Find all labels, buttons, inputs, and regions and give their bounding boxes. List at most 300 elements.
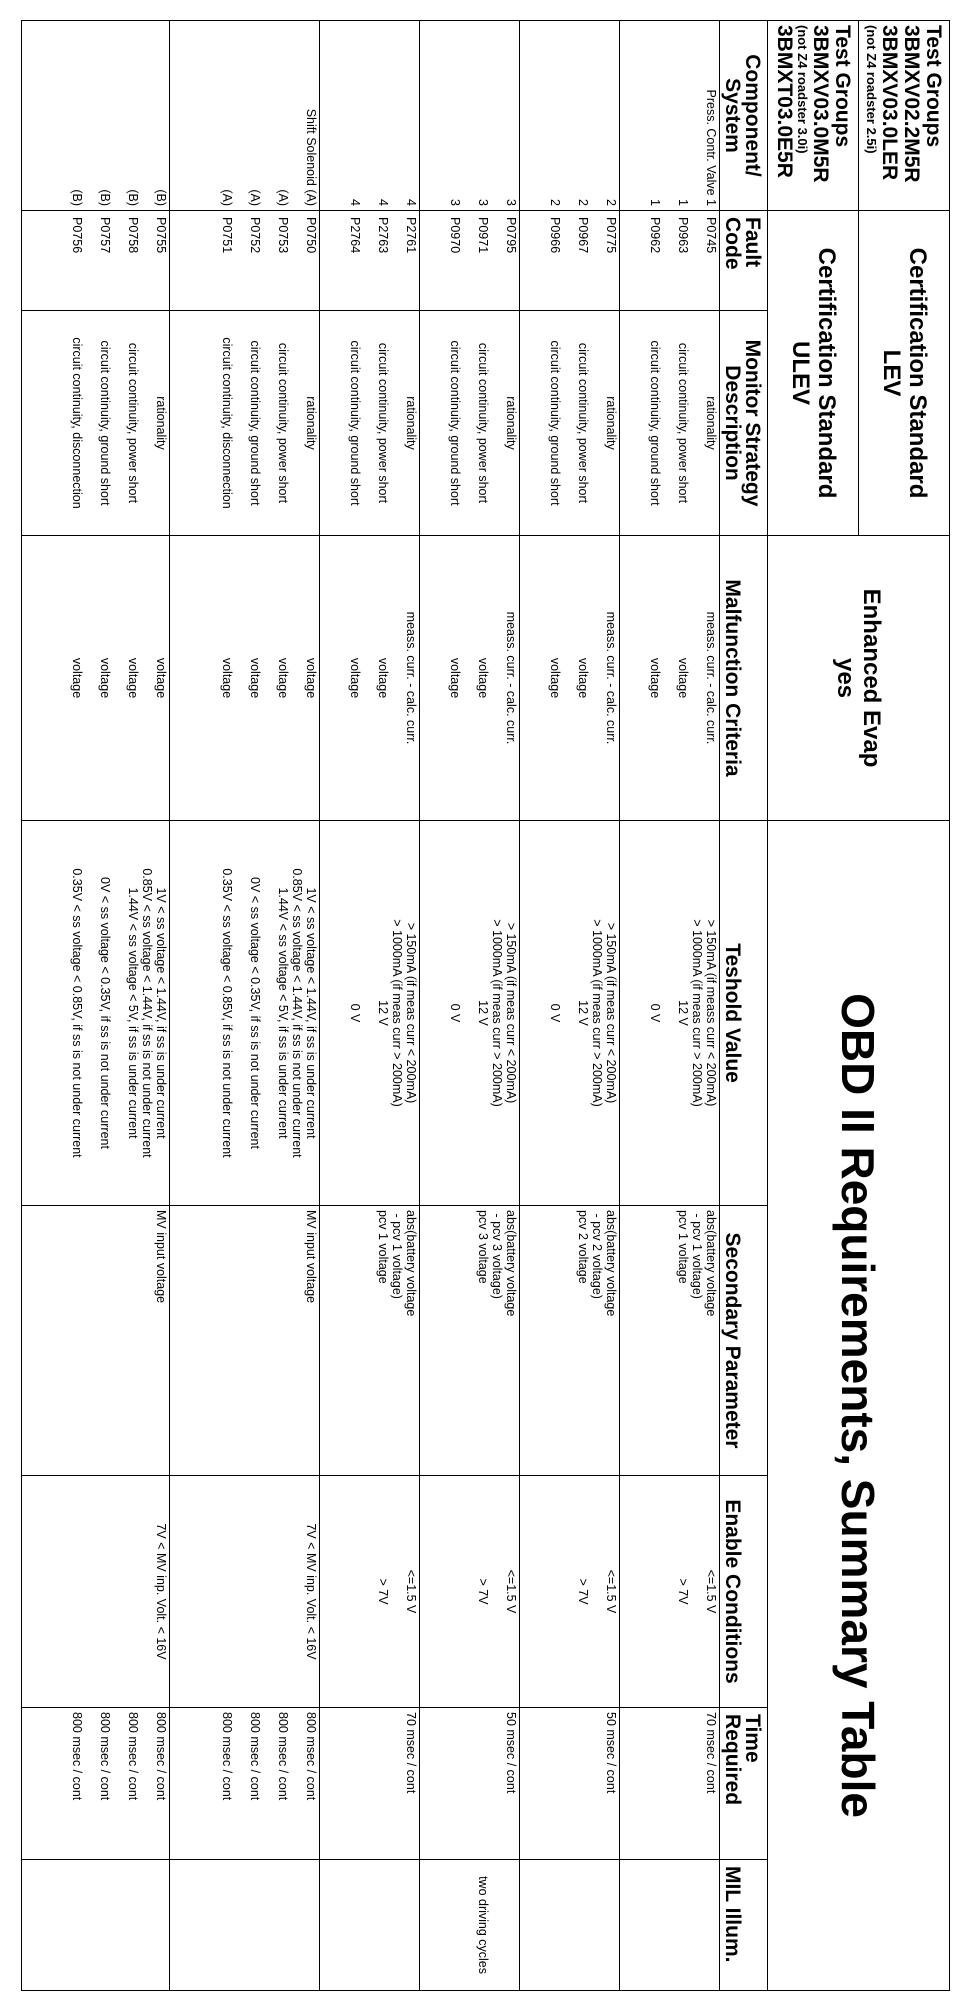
criteria-entry	[290, 540, 318, 816]
fault-code-entry	[534, 217, 562, 306]
threshold-entry	[490, 825, 518, 1201]
component-entry	[590, 25, 618, 206]
malfunction-criteria-cell	[320, 536, 420, 821]
description-entry	[262, 315, 290, 531]
time-entry	[290, 1712, 318, 1855]
time-required: 800 msec / cont	[304, 1712, 318, 1801]
secondary-parameter-cell	[420, 1206, 520, 1476]
component-label: 1	[676, 199, 690, 206]
monitor-description: circuit continuity, ground short	[448, 340, 462, 506]
fault-code-entry	[290, 217, 318, 306]
monitor-description-cell	[620, 311, 720, 536]
criteria-entry	[562, 540, 590, 816]
cert-label-2: Certification Standard	[813, 247, 840, 499]
time-required-cell	[22, 1708, 170, 1860]
evap-label: Enhanced Evap	[858, 588, 886, 768]
monitor-description: circuit continuity, disconnection	[220, 337, 234, 509]
threshold-value-cell	[170, 821, 320, 1206]
test-groups-1	[859, 21, 950, 211]
time-entry	[662, 1712, 690, 1855]
fault-code: P0962	[648, 217, 662, 254]
fault-code: P0753	[276, 217, 290, 254]
time-required: 70 msec / cont	[704, 1712, 718, 1794]
threshold-value: > 1000mA (if meas curr > 200mA)	[690, 919, 704, 1107]
enable-condition: 7V < MV inp. Volt. < 16V	[304, 1523, 318, 1660]
description-entry	[290, 315, 318, 531]
time-required: 50 msec / cont	[604, 1712, 618, 1794]
description-entry	[140, 315, 168, 531]
threshold-entry	[634, 825, 662, 1201]
fault-code-entry	[690, 217, 718, 306]
summary-table-frame	[24, 20, 950, 1990]
component-label: 3	[448, 199, 462, 206]
malfunction-criteria-cell	[420, 536, 520, 821]
secondary-parameter-cell	[170, 1206, 320, 1476]
time-entry	[362, 1712, 390, 1855]
fault-code: P0756	[70, 217, 84, 254]
time-entry	[206, 1712, 234, 1855]
fault-code-cell	[320, 211, 420, 311]
threshold-value-cell	[22, 821, 170, 1206]
secondary-parameter: pcv 3 voltage	[476, 1210, 490, 1284]
component-entry	[112, 25, 140, 206]
time-entry	[534, 1712, 562, 1855]
malfunction-criteria-cell	[170, 536, 320, 821]
monitor-description: circuit continuity, ground short	[98, 340, 112, 506]
time-entry	[634, 1712, 662, 1855]
fault-code-cell	[420, 211, 520, 311]
secondary-parameter: abs(battery voltage	[404, 1210, 418, 1317]
component-label: (B)	[98, 189, 112, 206]
secondary-parameter: - pcv 1 voltage)	[390, 1210, 404, 1299]
time-required-cell	[620, 1708, 720, 1860]
time-entry	[590, 1712, 618, 1855]
malfunction-criteria: voltage	[448, 657, 462, 699]
criteria-entry	[56, 540, 84, 816]
malfunction-criteria-cell	[520, 536, 620, 821]
component-entry	[662, 25, 690, 206]
enable-conditions-cell	[22, 1476, 170, 1708]
malfunction-criteria: voltage	[376, 657, 390, 699]
time-entry	[690, 1712, 718, 1855]
monitor-description-cell	[22, 311, 170, 536]
secondary-entry	[234, 1210, 262, 1471]
threshold-value: 0V < ss voltage < 0.35V, if ss is not under current	[98, 877, 112, 1149]
mil-illum-cell	[170, 1860, 320, 1991]
component-entry	[290, 25, 318, 206]
threshold-entry	[56, 825, 84, 1201]
monitor-description: circuit continuity, power short	[126, 342, 140, 504]
fault-code: P0775	[604, 217, 618, 254]
secondary-entry	[56, 1210, 84, 1471]
threshold-entry	[534, 825, 562, 1201]
malfunction-criteria: voltage	[548, 657, 562, 699]
threshold-value: 0.35V < ss voltage < 0.85V, if ss is not under current	[220, 868, 234, 1158]
fault-code-entry	[234, 217, 262, 306]
time-required: 70 msec / cont	[404, 1712, 418, 1794]
threshold-value: 0 V	[448, 1003, 462, 1023]
secondary-parameter-cell	[520, 1206, 620, 1476]
table-row	[520, 21, 620, 1991]
monitor-description: circuit continuity, ground short	[548, 340, 562, 506]
criteria-entry	[362, 540, 390, 816]
secondary-parameter: pcv 1 voltage	[376, 1210, 390, 1284]
fault-code: P0751	[220, 217, 234, 254]
fault-code-cell	[22, 211, 170, 311]
component-entry	[434, 25, 462, 206]
threshold-value: > 1000mA (if meas curr > 200mA)	[490, 919, 504, 1107]
enable-conditions-cell	[170, 1476, 320, 1708]
criteria-entry	[434, 540, 462, 816]
fault-code: P2763	[376, 217, 390, 254]
malfunction-criteria: meass. curr. - calc. curr.	[404, 611, 418, 745]
component-entry	[490, 25, 518, 206]
criteria-entry	[206, 540, 234, 816]
enable-condition: <=1.5 V	[504, 1569, 518, 1614]
enable-entry	[334, 1480, 362, 1703]
threshold-value-cell	[620, 821, 720, 1206]
component-cell	[320, 21, 420, 211]
malfunction-criteria: voltage	[476, 657, 490, 699]
enable-entry	[634, 1480, 662, 1703]
time-entry	[562, 1712, 590, 1855]
description-entry	[206, 315, 234, 531]
monitor-description: rationality	[704, 396, 718, 450]
component-label: 2	[548, 199, 562, 206]
malfunction-criteria: voltage	[576, 657, 590, 699]
secondary-entry	[290, 1210, 318, 1471]
enable-condition: 7V < MV inp. Volt. < 16V	[154, 1523, 168, 1660]
threshold-entry	[234, 825, 262, 1201]
component-label: 3	[504, 199, 518, 206]
enable-condition: <=1.5 V	[404, 1569, 418, 1614]
fault-code: P0966	[548, 217, 562, 254]
component-cell	[420, 21, 520, 211]
component-label: 4	[376, 199, 390, 206]
malfunction-criteria-cell	[620, 536, 720, 821]
test-groups-heading-2: Test Groups	[831, 25, 854, 148]
criteria-entry	[262, 540, 290, 816]
header-component: Component/ System	[720, 21, 768, 211]
malfunction-criteria: voltage	[676, 657, 690, 699]
mil-illum-cell	[22, 1860, 170, 1991]
enable-entry	[262, 1480, 290, 1703]
monitor-description: circuit continuity, power short	[376, 342, 390, 504]
secondary-parameter: MV input voltage	[154, 1210, 168, 1304]
secondary-parameter: abs(battery voltage	[704, 1210, 718, 1317]
test-groups-2	[768, 21, 859, 211]
secondary-parameter: - pcv 2 voltage)	[590, 1210, 604, 1299]
component-entry	[56, 25, 84, 206]
time-entry	[490, 1712, 518, 1855]
threshold-value: > 1000mA (if meas curr > 200mA)	[390, 919, 404, 1107]
mil-illum-cell	[420, 1860, 520, 1991]
time-entry	[56, 1712, 84, 1855]
fault-code: P2764	[348, 217, 362, 254]
malfunction-criteria: voltage	[304, 657, 318, 699]
fault-code: P0963	[676, 217, 690, 254]
fault-code-entry	[140, 217, 168, 306]
mil-entry	[476, 1864, 518, 1986]
test-group-code: 3BMXT03.0E5R	[773, 25, 796, 178]
threshold-value-cell	[320, 821, 420, 1206]
description-entry	[84, 315, 112, 531]
malfunction-criteria: meass. curr. - calc. curr.	[504, 611, 518, 745]
fault-code-cell	[620, 211, 720, 311]
enable-entry	[390, 1480, 418, 1703]
threshold-entry	[390, 825, 418, 1201]
secondary-parameter: - pcv 1 voltage)	[690, 1210, 704, 1299]
threshold-entry	[434, 825, 462, 1201]
component-cell	[620, 21, 720, 211]
enable-entry	[534, 1480, 562, 1703]
table-row	[320, 21, 420, 1991]
component-entry	[634, 25, 662, 206]
time-entry	[140, 1712, 168, 1855]
component-label: 3	[476, 199, 490, 206]
threshold-value: 12 V	[676, 1000, 690, 1026]
threshold-value: 0V < ss voltage < 0.35V, if ss is not under current	[248, 877, 262, 1149]
criteria-entry	[84, 540, 112, 816]
monitor-description: rationality	[604, 396, 618, 450]
monitor-description: rationality	[504, 396, 518, 450]
secondary-parameter: pcv 2 voltage	[576, 1210, 590, 1284]
threshold-value: 12 V	[376, 1000, 390, 1026]
threshold-value: 1V < ss voltage < 1.44V, if ss is under current	[154, 887, 168, 1139]
table-row	[620, 21, 720, 1991]
threshold-entry	[562, 825, 590, 1201]
threshold-entry	[206, 825, 234, 1201]
monitor-description: circuit continuity, ground short	[648, 340, 662, 506]
test-group-code: 3BMXV02.2M5R	[900, 25, 923, 183]
malfunction-criteria: voltage	[154, 657, 168, 699]
fault-code: P0745	[704, 217, 718, 254]
time-entry	[462, 1712, 490, 1855]
enable-entry	[362, 1480, 390, 1703]
monitor-description-cell	[170, 311, 320, 536]
threshold-value: 0.35V < ss voltage < 0.85V, if ss is not under current	[70, 868, 84, 1158]
threshold-value: > 150mA (if meass curr < 200mA)	[704, 919, 718, 1107]
enable-conditions-cell	[420, 1476, 520, 1708]
enable-condition: > 7V	[576, 1578, 590, 1605]
obd-summary-table	[21, 20, 950, 1991]
criteria-entry	[590, 540, 618, 816]
threshold-value-cell	[520, 821, 620, 1206]
cert-label-1: Certification Standard	[904, 247, 931, 499]
time-required: 800 msec / cont	[220, 1712, 234, 1801]
time-required: 800 msec / cont	[248, 1712, 262, 1801]
enable-entry	[234, 1480, 262, 1703]
mil-illum-cell	[320, 1860, 420, 1991]
time-required: 50 msec / cont	[504, 1712, 518, 1794]
description-entry	[462, 315, 490, 531]
component-label: (A)	[276, 189, 290, 206]
enable-entry	[690, 1480, 718, 1703]
header-enable-conditions: Enable Conditions	[720, 1476, 768, 1708]
component-entry	[334, 25, 362, 206]
fault-code: P0757	[98, 217, 112, 254]
table-row	[170, 21, 320, 1991]
malfunction-criteria: voltage	[220, 657, 234, 699]
component-cell	[22, 21, 170, 211]
criteria-entry	[534, 540, 562, 816]
threshold-entry	[140, 825, 168, 1201]
fault-code-entry	[206, 217, 234, 306]
header-mil-illum: MIL Illum.	[720, 1860, 768, 1991]
component-entry	[690, 25, 718, 206]
monitor-description: circuit continuity, power short	[676, 342, 690, 504]
component-entry	[206, 25, 234, 206]
secondary-entry	[434, 1210, 462, 1471]
enable-entry	[140, 1480, 168, 1703]
criteria-entry	[462, 540, 490, 816]
threshold-value: 0 V	[548, 1003, 562, 1023]
time-entry	[434, 1712, 462, 1855]
fault-code-entry	[84, 217, 112, 306]
fault-code: P0750	[304, 217, 318, 254]
criteria-entry	[634, 540, 662, 816]
secondary-entry	[262, 1210, 290, 1471]
malfunction-criteria-cell	[22, 536, 170, 821]
malfunction-criteria: voltage	[348, 657, 362, 699]
time-entry	[84, 1712, 112, 1855]
criteria-entry	[112, 540, 140, 816]
description-entry	[590, 315, 618, 531]
secondary-entry	[534, 1210, 562, 1471]
component-entry	[362, 25, 390, 206]
threshold-value: 0 V	[348, 1003, 362, 1023]
description-entry	[334, 315, 362, 531]
fault-code-entry	[490, 217, 518, 306]
fault-code-entry	[334, 217, 362, 306]
threshold-entry	[590, 825, 618, 1201]
enable-entry	[112, 1480, 140, 1703]
fault-code: P0795	[504, 217, 518, 254]
secondary-entry	[390, 1210, 418, 1471]
enable-entry	[434, 1480, 462, 1703]
threshold-value: 1.44V < ss voltage < 5V, if ss is under current	[276, 887, 290, 1139]
enable-entry	[206, 1480, 234, 1703]
secondary-parameter-cell	[620, 1206, 720, 1476]
fault-code-entry	[362, 217, 390, 306]
enable-conditions-cell	[520, 1476, 620, 1708]
description-entry	[434, 315, 462, 531]
threshold-entry	[662, 825, 690, 1201]
component-entry	[234, 25, 262, 206]
monitor-description: circuit continuity, ground short	[248, 340, 262, 506]
description-entry	[390, 315, 418, 531]
fault-code-entry	[262, 217, 290, 306]
monitor-description: circuit continuity, ground short	[348, 340, 362, 506]
malfunction-criteria: meass. curr. - calc. curr.	[704, 611, 718, 745]
fault-code: P0755	[154, 217, 168, 254]
enable-entry	[490, 1480, 518, 1703]
component-cell	[520, 21, 620, 211]
enable-entry	[562, 1480, 590, 1703]
table-body	[22, 21, 720, 1991]
malfunction-criteria: voltage	[70, 657, 84, 699]
description-entry	[490, 315, 518, 531]
time-entry	[234, 1712, 262, 1855]
malfunction-criteria: voltage	[98, 657, 112, 699]
criteria-entry	[490, 540, 518, 816]
component-label: Shift Solenoid (A)	[304, 108, 318, 206]
criteria-entry	[234, 540, 262, 816]
fault-code: P0971	[476, 217, 490, 254]
secondary-parameter-cell	[22, 1206, 170, 1476]
threshold-value: 0 V	[648, 1003, 662, 1023]
time-required: 800 msec / cont	[98, 1712, 112, 1801]
threshold-value: 0.85V < ss voltage < 1.44V, if ss is not under current	[140, 868, 154, 1158]
description-entry	[56, 315, 84, 531]
secondary-parameter: abs(battery voltage	[504, 1210, 518, 1317]
monitor-description-cell	[420, 311, 520, 536]
test-group-code: 3BMXV03.0LER	[878, 25, 901, 181]
secondary-entry	[590, 1210, 618, 1471]
time-required: 800 msec / cont	[154, 1712, 168, 1801]
description-entry	[562, 315, 590, 531]
threshold-value: > 150mA (if meas curr < 200mA)	[604, 922, 618, 1104]
secondary-parameter-cell	[320, 1206, 420, 1476]
description-entry	[362, 315, 390, 531]
enable-conditions-cell	[320, 1476, 420, 1708]
fault-code-entry	[634, 217, 662, 306]
fault-code-entry	[562, 217, 590, 306]
threshold-value-cell	[420, 821, 520, 1206]
time-required-cell	[320, 1708, 420, 1860]
fault-code-entry	[590, 217, 618, 306]
header-time-required: Time Required	[720, 1708, 768, 1860]
certification-standard-2	[768, 211, 859, 536]
threshold-entry	[690, 825, 718, 1201]
time-required: 800 msec / cont	[276, 1712, 290, 1801]
time-entry	[390, 1712, 418, 1855]
component-cell	[170, 21, 320, 211]
criteria-entry	[690, 540, 718, 816]
header-threshold-value: Teshold Value	[720, 821, 768, 1206]
malfunction-criteria: voltage	[276, 657, 290, 699]
enable-condition: > 7V	[676, 1578, 690, 1605]
component-label: 4	[404, 199, 418, 206]
test-group-code: 3BMXV03.0M5R	[809, 25, 832, 183]
description-entry	[634, 315, 662, 531]
threshold-value: > 1000mA (if meas curr > 200mA)	[590, 919, 604, 1107]
description-entry	[534, 315, 562, 531]
monitor-description-cell	[320, 311, 420, 536]
table-row	[420, 21, 520, 1991]
fault-code-entry	[462, 217, 490, 306]
malfunction-criteria: meass. curr. - calc. curr.	[604, 611, 618, 745]
evap-value: yes	[832, 657, 860, 699]
time-entry	[112, 1712, 140, 1855]
component-entry	[390, 25, 418, 206]
cert-value-2: ULEV	[787, 341, 814, 406]
time-entry	[334, 1712, 362, 1855]
secondary-parameter: - pcv 3 voltage)	[490, 1210, 504, 1299]
secondary-parameter: pcv 1 voltage	[676, 1210, 690, 1284]
page-title: OBD II Requirements, Summary Table	[768, 821, 950, 1991]
test-group-note: (not Z4 roadster 2.5i)	[864, 25, 879, 154]
fault-code-entry	[390, 217, 418, 306]
component-entry	[262, 25, 290, 206]
monitor-description: circuit continuity, disconnection	[70, 337, 84, 509]
mil-illum-cell	[520, 1860, 620, 1991]
enhanced-evap	[768, 536, 950, 821]
secondary-entry	[112, 1210, 140, 1471]
secondary-entry	[562, 1210, 590, 1471]
fault-code: P0752	[248, 217, 262, 254]
secondary-entry	[84, 1210, 112, 1471]
